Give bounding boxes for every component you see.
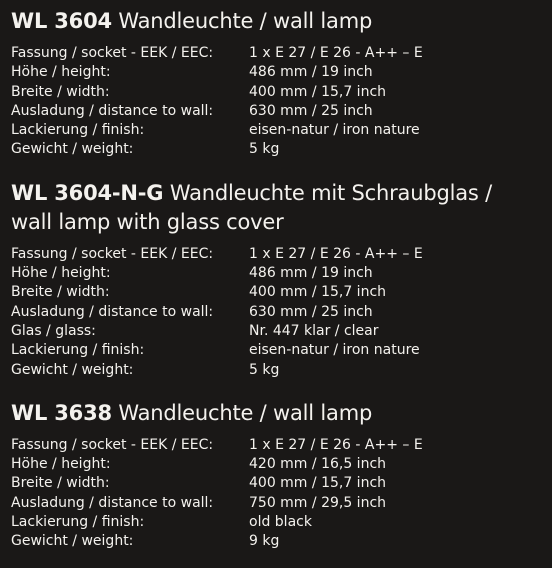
spec-label: Lackierung / finish:: [11, 122, 145, 139]
spec-row-height: [11, 264, 552, 283]
product-wl-3604: [11, 7, 552, 160]
spec-label: Höhe / height:: [11, 265, 111, 282]
spec-value: 630 mm / 25 inch: [249, 102, 373, 119]
spec-label: Breite / width:: [11, 475, 110, 492]
product-title: [11, 179, 552, 237]
spec-value: 750 mm / 29,5 inch: [249, 494, 387, 511]
spec-value: eisen-natur / iron nature: [249, 342, 420, 359]
spec-value: 486 mm / 19 inch: [249, 265, 373, 282]
spec-label: Lackierung / finish:: [11, 342, 145, 359]
spec-value: 400 mm / 15,7 inch: [249, 83, 387, 100]
spec-row-distance: [11, 303, 552, 322]
spec-row-finish: [11, 121, 552, 140]
spec-value: 1 x E 27 / E 26 - A++ – E: [249, 45, 423, 61]
spec-value: 1 x E 27 / E 26 - A++ – E: [249, 245, 423, 262]
spec-label: Breite / width:: [11, 83, 110, 100]
spec-row-weight: [11, 532, 552, 551]
spec-row-socket: [11, 44, 552, 63]
spec-row-glass: [11, 322, 552, 341]
spec-label: Gewicht / weight:: [11, 361, 134, 378]
spec-table: [11, 44, 552, 160]
spec-value: 630 mm / 25 inch: [249, 303, 373, 320]
spec-row-weight: [11, 361, 552, 380]
product-title: [11, 399, 552, 428]
spec-value: 486 mm / 19 inch: [249, 64, 373, 81]
spec-label: Fassung / socket - EEK / EEC:: [11, 245, 214, 262]
product-code: WL 3604-N-G: [11, 180, 164, 205]
product-wl-3638: [11, 399, 552, 552]
product-wl-3604-n-g: [11, 179, 552, 380]
spec-row-distance: [11, 494, 552, 513]
spec-row-socket: [11, 436, 552, 455]
spec-value: 420 mm / 16,5 inch: [249, 456, 387, 473]
spec-row-finish: [11, 341, 552, 360]
product-description: Wandleuchte mit Schraubglas /: [169, 180, 492, 205]
spec-row-width: [11, 283, 552, 302]
product-description-line-2: wall lamp with glass cover: [11, 209, 284, 234]
spec-label: Ausladung / distance to wall:: [11, 102, 214, 119]
spec-label: Höhe / height:: [11, 64, 111, 81]
spec-row-height: [11, 63, 552, 82]
spec-label: Gewicht / weight:: [11, 533, 134, 550]
spec-value: eisen-natur / iron nature: [249, 122, 420, 139]
spec-label: Fassung / socket - EEK / EEC:: [11, 45, 214, 61]
spec-table: [11, 245, 552, 380]
spec-value: 5 kg: [249, 141, 280, 158]
spec-label: Gewicht / weight:: [11, 141, 134, 158]
spec-value: 5 kg: [249, 361, 280, 378]
spec-label: Ausladung / distance to wall:: [11, 494, 214, 511]
spec-label: Fassung / socket - EEK / EEC:: [11, 436, 214, 453]
spec-row-weight: [11, 140, 552, 159]
spec-value: 9 kg: [249, 533, 280, 550]
spec-value: 400 mm / 15,7 inch: [249, 284, 387, 301]
spec-row-width: [11, 474, 552, 493]
spec-label: Ausladung / distance to wall:: [11, 303, 214, 320]
spec-value: old black: [249, 514, 312, 531]
spec-table: [11, 436, 552, 552]
spec-row-height: [11, 455, 552, 474]
product-code: WL 3604: [11, 9, 112, 33]
spec-value: 1 x E 27 / E 26 - A++ – E: [249, 436, 423, 453]
spec-value: 400 mm / 15,7 inch: [249, 475, 387, 492]
spec-row-distance: [11, 102, 552, 121]
spec-label: Breite / width:: [11, 284, 110, 301]
product-description: Wandleuchte / wall lamp: [118, 400, 373, 425]
spec-label: Höhe / height:: [11, 456, 111, 473]
product-code: WL 3638: [11, 400, 112, 425]
spec-label: Glas / glass:: [11, 322, 96, 339]
spec-row-width: [11, 83, 552, 102]
product-description: Wandleuchte / wall lamp: [118, 9, 373, 33]
product-title: [11, 7, 552, 36]
spec-label: Lackierung / finish:: [11, 514, 145, 531]
spec-value: Nr. 447 klar / clear: [249, 322, 379, 339]
spec-row-finish: [11, 513, 552, 532]
spec-row-socket: [11, 245, 552, 264]
